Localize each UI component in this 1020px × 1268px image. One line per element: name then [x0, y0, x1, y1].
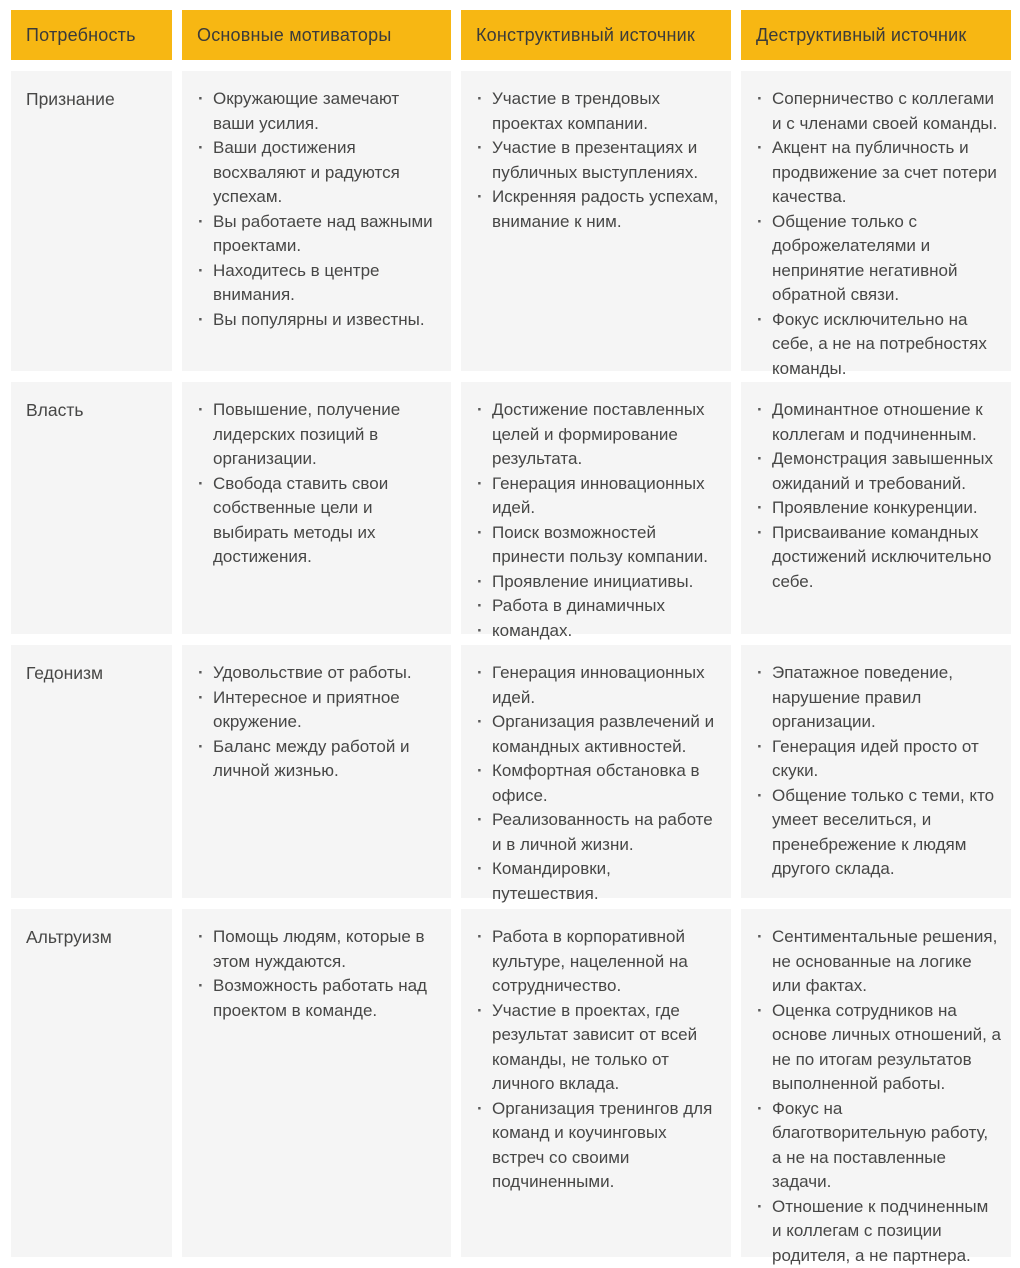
bullet-item: · Искренняя радость успехам, внимание к ним. — [475, 185, 721, 234]
need-cell-altruism: Альтруизм — [11, 909, 172, 1257]
need-cell-recognition: Признание — [11, 71, 172, 371]
need-cell-hedonism: Гедонизм — [11, 645, 172, 898]
motivators-cell — [182, 382, 451, 634]
bullet-item: · Демонстрация завышенных ожиданий и требований. — [755, 447, 1001, 496]
bullet-item: · Общение только с теми, кто умеет веселиться, и пренебрежение к людям другого склада. — [755, 784, 1001, 882]
bullet-item: · Работа в корпоративной культуре, нацеленной на сотрудничество. — [475, 925, 721, 999]
constructive-cell — [461, 909, 731, 1257]
bullet-item: · Фокус на благотворительную работу, а не на поставленные задачи. — [755, 1097, 1001, 1195]
bullet-item: · Проявление инициативы. — [475, 570, 721, 595]
bullet-item: · Комфортная обстановка в офисе. — [475, 759, 721, 808]
bullet-item: · Удовольствие от работы. — [196, 661, 441, 686]
bullet-item: · Отношение к подчиненным и коллегам с позиции родителя, а не партнера. — [755, 1195, 1001, 1268]
bullet-item: · Командировки, путешествия. — [475, 857, 721, 906]
constructive-cell — [461, 645, 731, 903]
bullet-item: · командах. — [475, 619, 721, 644]
need-cell-power: Власть — [11, 382, 172, 634]
bullet-item: · Свобода ставить свои собственные цели и выбирать методы их достижения. — [196, 472, 441, 570]
destructive-cell — [741, 71, 1011, 378]
constructive-cell — [461, 382, 731, 640]
bullet-item: · Генерация идей просто от скуки. — [755, 735, 1001, 784]
bullet-item: · Оценка сотрудников на основе личных отношений, а не по итогам результатов выполненной работы. — [755, 999, 1001, 1097]
bullet-item: · Интересное и приятное окружение. — [196, 686, 441, 735]
column-header-destructive: Деструктивный источник — [741, 10, 1011, 60]
bullet-item: · Организация развлечений и командных активностей. — [475, 710, 721, 759]
bullet-item: · Повышение, получение лидерских позиций в организации. — [196, 398, 441, 472]
bullet-item: · Ваши достижения восхваляют и радуются успехам. — [196, 136, 441, 210]
bullet-item: · Соперничество с коллегами и с членами своей команды. — [755, 87, 1001, 136]
destructive-cell — [741, 909, 1011, 1265]
motivators-cell — [182, 909, 451, 1257]
bullet-item: · Присваивание командных достижений исключительно себе. — [755, 521, 1001, 595]
destructive-cell — [741, 382, 1011, 634]
bullet-item: · Участие в презентациях и публичных выступлениях. — [475, 136, 721, 185]
bullet-item: · Эпатажное поведение, нарушение правил организации. — [755, 661, 1001, 735]
bullet-item: · Возможность работать над проектом в команде. — [196, 974, 441, 1023]
bullet-item: · Реализованность на работе и в личной жизни. — [475, 808, 721, 857]
bullet-item: · Фокус исключительно на себе, а не на потребностях команды. — [755, 308, 1001, 382]
bullet-item: · Участие в проектах, где результат зависит от всей команды, не только от личного вклада. — [475, 999, 721, 1097]
motivators-cell — [182, 645, 451, 898]
column-header-motivators: Основные мотиваторы — [182, 10, 451, 60]
constructive-cell — [461, 71, 731, 371]
bullet-item: · Достижение поставленных целей и формирование результата. — [475, 398, 721, 472]
motivators-cell — [182, 71, 451, 371]
bullet-item: · Работа в динамичных — [475, 594, 721, 619]
column-header-constructive: Конструктивный источник — [461, 10, 731, 60]
bullet-item: · Вы популярны и известны. — [196, 308, 441, 333]
bullet-item: · Организация тренингов для команд и коучинговых встреч со своими подчиненными. — [475, 1097, 721, 1195]
bullet-item: · Сентиментальные решения, не основанные на логике или фактах. — [755, 925, 1001, 999]
bullet-item: · Поиск возможностей принести пользу компании. — [475, 521, 721, 570]
bullet-item: · Доминантное отношение к коллегам и подчиненным. — [755, 398, 1001, 447]
bullet-item: · Баланс между работой и личной жизнью. — [196, 735, 441, 784]
destructive-cell — [741, 645, 1011, 898]
bullet-item: · Находитесь в центре внимания. — [196, 259, 441, 308]
bullet-item: · Окружающие замечают ваши усилия. — [196, 87, 441, 136]
bullet-item: · Общение только с доброжелателями и непринятие негативной обратной связи. — [755, 210, 1001, 308]
bullet-item: · Генерация инновационных идей. — [475, 661, 721, 710]
bullet-item: · Акцент на публичность и продвижение за счет потери качества. — [755, 136, 1001, 210]
bullet-item: · Вы работаете над важными проектами. — [196, 210, 441, 259]
bullet-item: · Генерация инновационных идей. — [475, 472, 721, 521]
bullet-item: · Участие в трендовых проектах компании. — [475, 87, 721, 136]
column-header-need: Потребность — [11, 10, 172, 60]
bullet-item: · Помощь людям, которые в этом нуждаются. — [196, 925, 441, 974]
bullet-item: · Проявление конкуренции. — [755, 496, 1001, 521]
